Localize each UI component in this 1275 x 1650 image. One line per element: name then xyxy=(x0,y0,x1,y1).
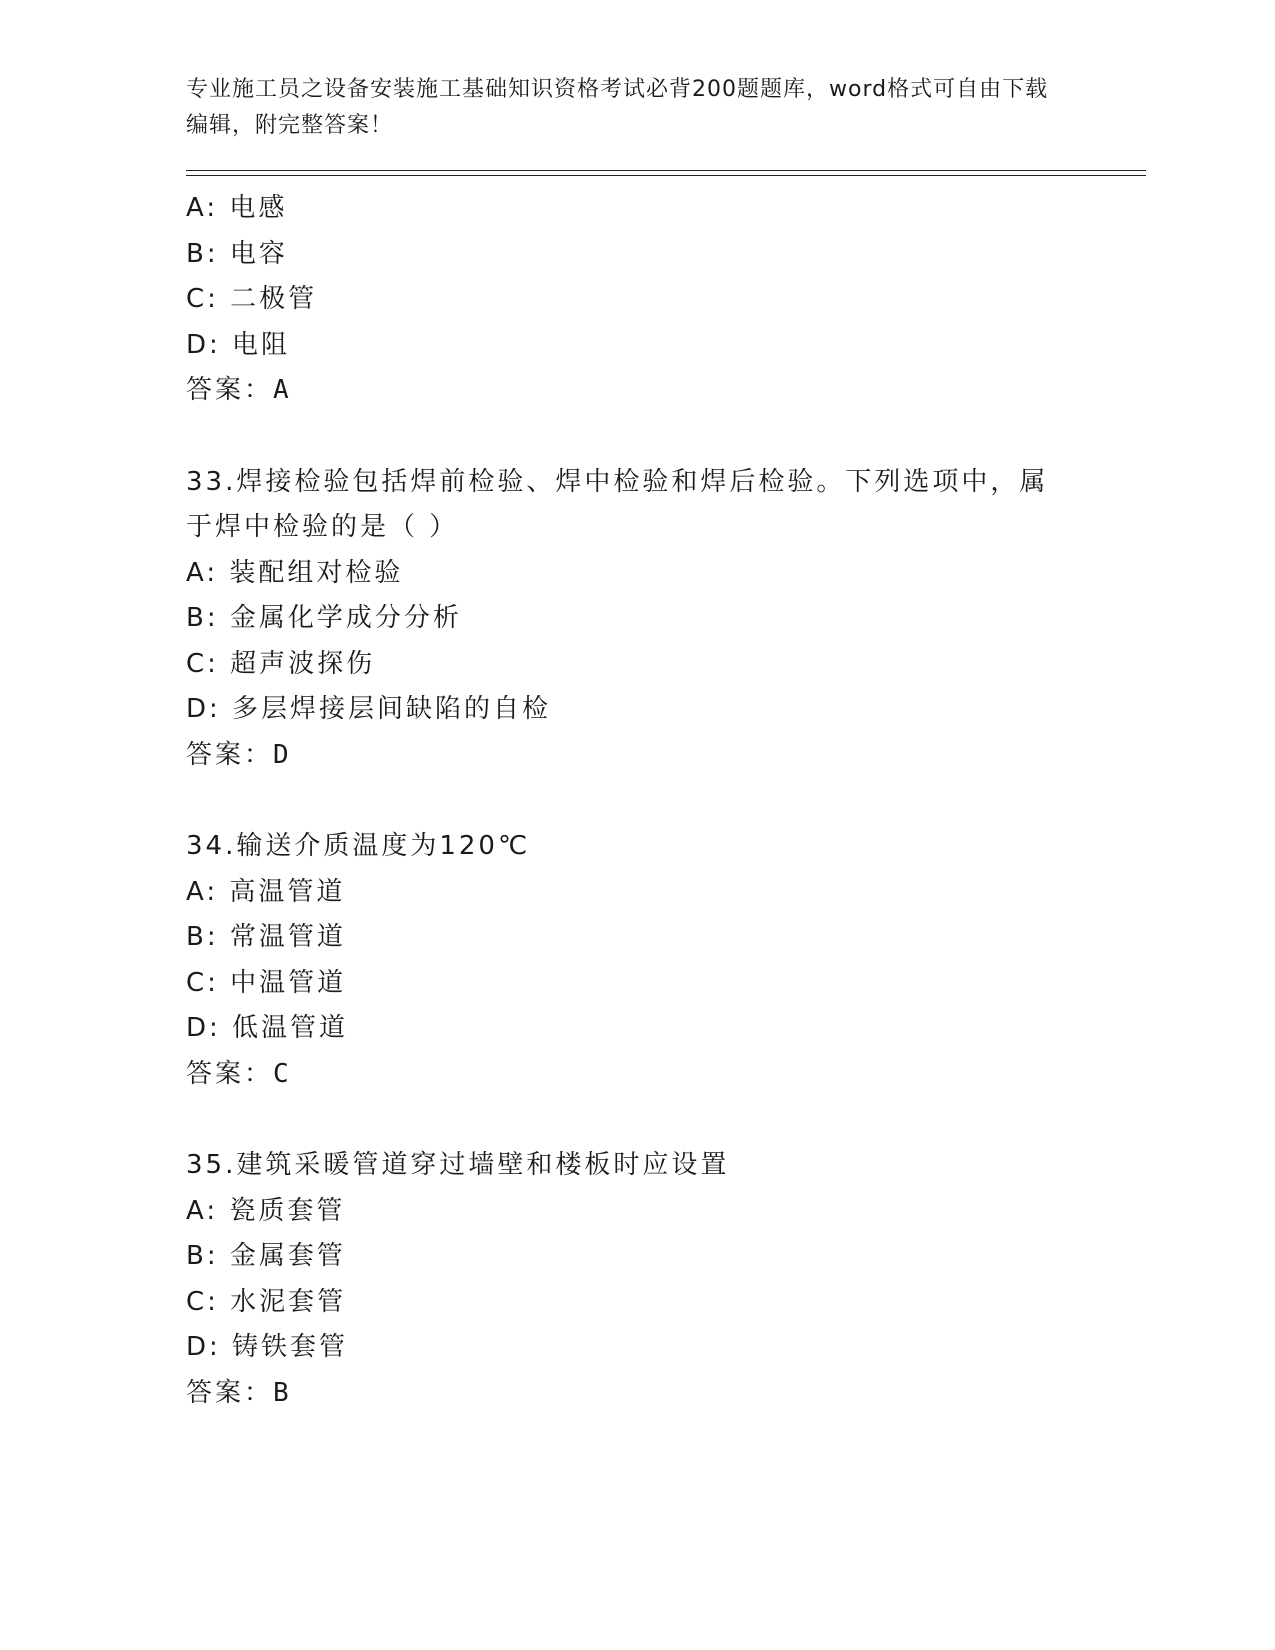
answer-line xyxy=(186,1371,1086,1417)
option-a: A: 电感 xyxy=(186,193,288,223)
document-header-title: 专业施工员之设备安装施工基础知识资格考试必背200题题库，word格式可自由下载编辑，附完整答案！ xyxy=(186,77,1049,138)
option-d: D: 电阻 xyxy=(186,329,291,360)
answer-value: B xyxy=(273,1377,292,1408)
option-b: B: 常温管道 xyxy=(186,922,346,952)
option-d: D: 低温管道 xyxy=(186,1013,349,1043)
option-c: C: 超声波探伤 xyxy=(186,648,376,679)
answer-line xyxy=(186,1052,1086,1098)
answer-label: 答案： xyxy=(186,739,274,770)
header-divider-bottom xyxy=(186,175,1146,176)
answer-value: D xyxy=(273,739,292,770)
question-stem: 35.建筑采暖管道穿过墙壁和楼板时应设置 xyxy=(186,1150,730,1180)
question-block xyxy=(186,824,1086,1097)
option-c: C: 二极管 xyxy=(186,284,318,314)
option-b: B: 金属套管 xyxy=(186,1241,346,1271)
answer-label: 答案： xyxy=(186,1377,274,1408)
question-stem: 34.输送介质温度为120℃ xyxy=(186,831,531,861)
option-b: B: 电容 xyxy=(186,238,288,269)
answer-label: 答案： xyxy=(186,1058,274,1089)
option-a: A: 瓷质套管 xyxy=(186,1195,346,1226)
question-stem: 33.焊接检验包括焊前检验、焊中检验和焊后检验。下列选项中，属于焊中检验的是（ ） xyxy=(186,466,1049,542)
answer-label: 答案： xyxy=(186,375,274,405)
answer-value: A xyxy=(273,375,292,405)
question-block xyxy=(186,1143,1086,1416)
option-a: A: 装配组对检验 xyxy=(186,557,404,588)
answer-value: C xyxy=(273,1058,292,1089)
option-c: C: 中温管道 xyxy=(186,967,347,998)
option-d: D: 铸铁套管 xyxy=(186,1332,349,1362)
option-d: D: 多层焊接层间缺陷的自检 xyxy=(186,694,552,724)
header-divider-top xyxy=(186,170,1146,171)
option-b: B: 金属化学成分分析 xyxy=(186,603,462,633)
option-a: A: 高温管道 xyxy=(186,876,346,907)
answer-line xyxy=(186,368,1086,414)
answer-line xyxy=(186,733,1086,779)
question-content xyxy=(186,186,1086,1416)
partial-question xyxy=(186,186,1086,414)
question-block xyxy=(186,460,1086,779)
option-c: C: 水泥套管 xyxy=(186,1286,347,1317)
